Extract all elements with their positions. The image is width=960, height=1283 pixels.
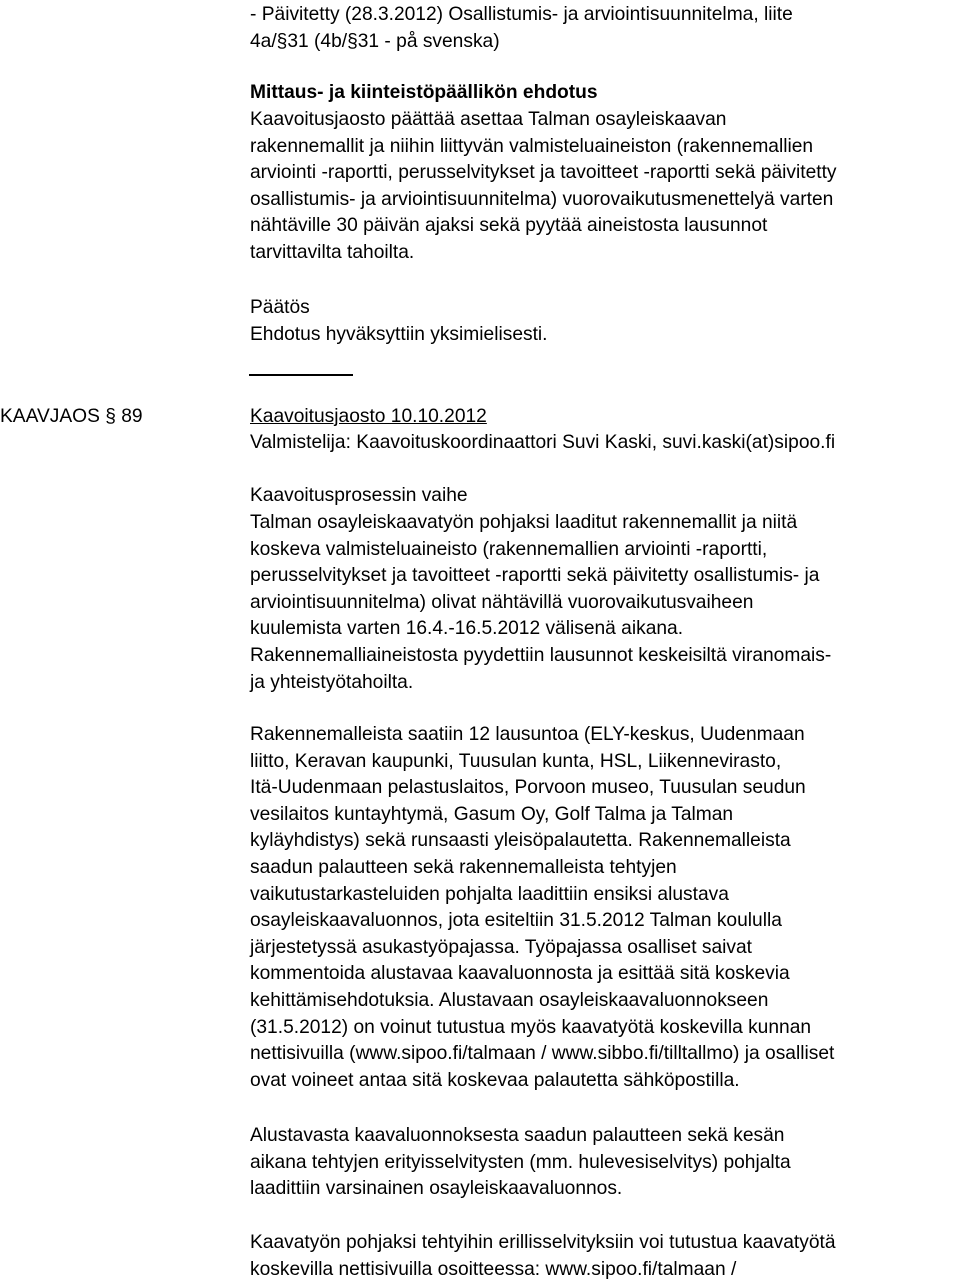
web-paragraph: Kaavatyön pohjaksi tehtyihin erillisselvityksiin voi tutustua kaavatyötä koskevilla nettisivuilla osoitteessa: www.sipoo.fi/talmaan / [250,1232,836,1280]
proposal-heading: Mittaus- ja kiinteistöpäällikön ehdotus [250,82,598,103]
draft-paragraph: Alustavasta kaavaluonnoksesta saadun palautteen sekä kesän aikana tehtyjen erityisselvitysten (mm. hulevesiselvitys) pohjalta laadittiin varsinainen osayleiskaavaluonnos. [250,1125,791,1200]
update-note-line-2: 4a/§31 (4b/§31 - på svenska) [250,31,500,52]
section-identifier: KAAVJAOS § 89 [0,406,143,427]
decision-body: Ehdotus hyväksyttiin yksimielisesti. [250,324,548,345]
feedback-paragraph: Rakennemalleista saatiin 12 lausuntoa (ELY-keskus, Uudenmaan liitto, Keravan kaupunki, Tuusulan kunta, HSL, Liikennevirasto, Itä-Uudenmaan pelastuslaitos, Porvoon museo, Tuusulan seudun vesilaitos kuntayhtymä, Gasum Oy, Golf Talma ja Talman kyläyhdistys) sekä runsaasti yleisöpalautetta. Rakennemalleista saadun palautteen sekä rakennemalleista tehtyjen vaikutustarkasteluiden pohjalta laadittiin ensiksi alustava osayleiskaavaluonnos, jota esiteltiin 31.5.2012 Talman koululla järjestetyssä asukastyöpajassa. Työpajassa osalliset saivat kommentoida alustavaa kaavaluonnosta ja esittää sitä koskevia kehittämisehdotuksia. Alustavaan osayleiskaavaluonnokseen (31.5.2012) on voinut tutustua myös kaavatyötä koskevilla kunnan nettisivuilla (www.sipoo.fi/talmaan / www.sibbo.fi/tilltallmo) ja osalliset ovat voineet antaa sitä koskevaa palautetta sähköpostilla. [250,724,835,1091]
preparer-line: Valmistelija: Kaavoituskoordinaattori Suvi Kaski, suvi.kaski(at)sipoo.fi [250,432,836,453]
decision-heading: Päätös [250,297,310,318]
separator-line [249,374,353,376]
update-note-line-1: - Päivitetty (28.3.2012) Osallistumis- ja arviointisuunnitelma, liite [250,4,793,25]
proposal-body: Kaavoitusjaosto päättää asettaa Talman osayleiskaavan rakennemallit ja niihin liittyvän valmisteluaineiston (rakennemallien arviointi -raportti, perusselvitykset ja tavoitteet -raportti sekä päivitetty osallistumis- ja arviointisuunnitelma) vuorovaikutusmenettelyä varten nähtäville 30 päivän ajaksi sekä pyytää aineistosta lausunnot tarvittavilta tahoilta. [250,109,837,263]
phase-body: Talman osayleiskaavatyön pohjaksi laaditut rakennemallit ja niitä koskeva valmisteluaineisto (rakennemallien arviointi -raportti, perusselvitykset ja tavoitteet -raportti sekä päivitetty osallistumis- ja arviointisuunnitelma) olivat nähtävillä vuorovaikutusvaiheen kuulemista varten 16.4.-16.5.2012 välisenä aikana. Rakennemalliaineistosta pyydettiin lausunnot keskeisiltä viranomais- ja yhteistyötahoilta. [250,512,832,693]
phase-heading: Kaavoitusprosessin vaihe [250,485,468,506]
meeting-title: Kaavoitusjaosto 10.10.2012 [250,406,487,427]
